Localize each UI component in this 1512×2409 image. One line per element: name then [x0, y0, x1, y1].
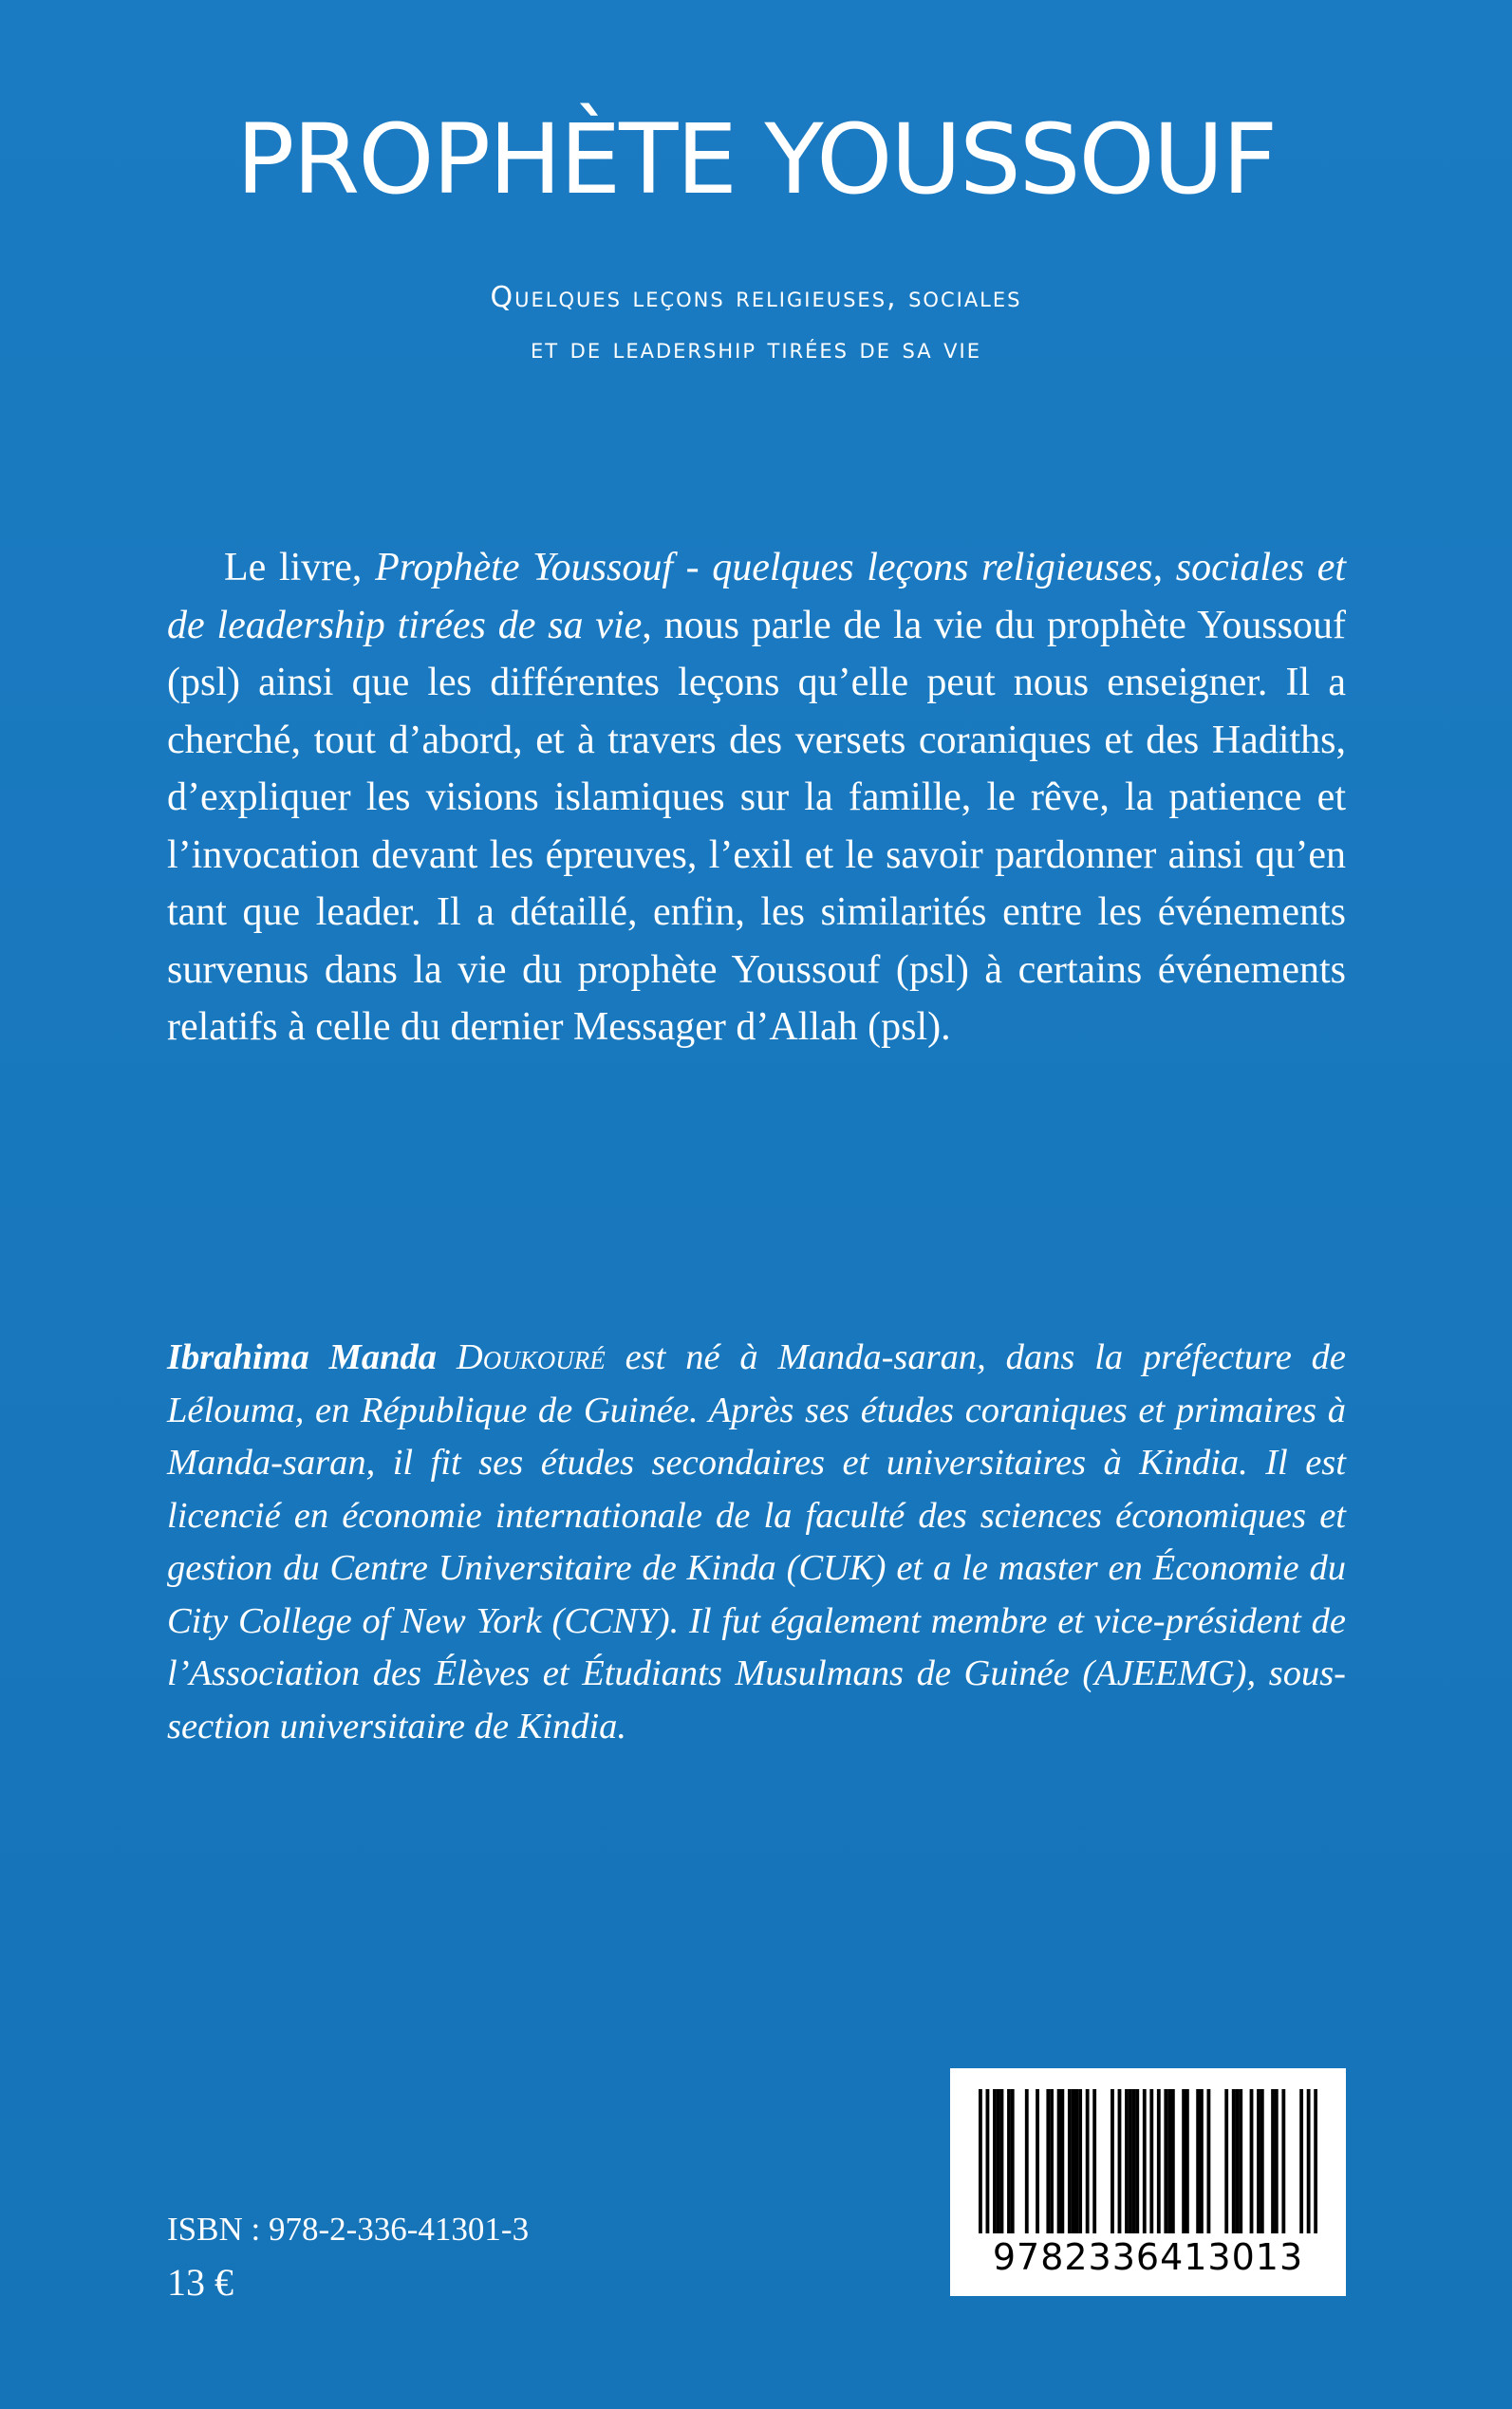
barcode-bar — [1314, 2089, 1317, 2233]
barcode-bar — [1036, 2089, 1039, 2233]
barcode-bar — [1196, 2089, 1200, 2233]
author-bio-text: est né à Manda-saran, dans la préfecture de Lélouma, en République de Guinée. Après ses études coraniques et primaires à Manda-saran, il fit ses études secondaires et universitaires à Kindia. Il est licencié en économie internationale de la faculté des sciences économiques et gestion du Centre Universitaire de Kinda (CUK) et a le master en Économie du City College of New York (CCNY). Il fut également membre et vice-président de l’Association des Élèves et Étudiants Musulmans de Guinée (AJEEMG), sous-section universitaire de Kindia. — [167, 1337, 1347, 1746]
barcode-bar — [1275, 2089, 1279, 2233]
barcode-bar — [1164, 2089, 1167, 2233]
barcode-bar — [1046, 2089, 1050, 2233]
summary-body: , nous parle de la vie du prophète Youssouf (psl) ainsi que les différentes leçons qu’elle peut nous enseigner. Il a cherché, tout d’abord, et à travers des versets coraniques et des Hadiths, d’expliquer les visions islamiques sur la famille, le rêve, la patience et l’invocation devant les épreuves, l’exil et le savoir pardonner ainsi qu’en tant que leader. Il a détaillé, enfin, les similarités entre les événements survenus dans la vie du prophète Youssouf (psl) à certains événements relatifs à celle du dernier Messager d’Allah (psl). — [167, 603, 1346, 1049]
barcode-bar — [1157, 2089, 1161, 2233]
isbn-label: ISBN : 978-2-336-41301-3 — [167, 2211, 530, 2248]
price-label: 13 € — [167, 2261, 233, 2304]
barcode-bar — [1025, 2089, 1029, 2233]
barcode-bar — [1260, 2089, 1264, 2233]
author-name — [167, 1337, 606, 1377]
barcode-bar — [1132, 2089, 1136, 2233]
summary-book-title: Prophète Youssouf - quelques leçons religieuses, sociales et de leadership tirées de sa vie — [167, 546, 1346, 647]
barcode-bar — [993, 2089, 997, 2233]
barcode-bar — [1118, 2089, 1122, 2233]
barcode-bar — [1236, 2089, 1240, 2233]
barcode-bar — [1050, 2089, 1054, 2233]
barcode-bar — [1232, 2089, 1236, 2233]
barcode-bar — [1086, 2089, 1090, 2233]
barcode-bar — [1072, 2089, 1075, 2233]
barcode-bar — [1271, 2089, 1275, 2233]
barcode-bar — [1281, 2089, 1285, 2233]
barcode-bar — [1299, 2089, 1303, 2233]
barcode-bar — [979, 2089, 982, 2233]
book-subtitle — [0, 272, 1512, 375]
barcode-bar — [1057, 2089, 1061, 2233]
barcode-bar — [1171, 2089, 1175, 2233]
book-summary — [167, 539, 1346, 1056]
author-bio — [167, 1332, 1346, 1753]
barcode-bar — [1200, 2089, 1204, 2233]
barcode-bar — [997, 2089, 1000, 2233]
barcode-bar — [1207, 2089, 1211, 2233]
barcode-bar — [1185, 2089, 1189, 2233]
barcode-bar — [1167, 2089, 1171, 2233]
barcode-bar — [1074, 2089, 1078, 2233]
barcode-bar — [1000, 2089, 1004, 2233]
subtitle-line-2: et de leadership tirées de sa vie — [531, 332, 981, 365]
barcode-bar — [1129, 2089, 1132, 2233]
subtitle-line-1: Quelques leçons religieuses, sociales — [490, 281, 1022, 314]
barcode-bar — [1143, 2089, 1147, 2233]
book-title: PROPHÈTE YOUSSOUF — [235, 103, 1277, 216]
barcode — [950, 2068, 1346, 2296]
barcode-bar — [1111, 2089, 1114, 2233]
barcode-bar — [1092, 2089, 1096, 2233]
barcode-bar — [1125, 2089, 1129, 2233]
barcode-bar — [986, 2089, 990, 2233]
author-surname: Doukouré — [456, 1337, 606, 1377]
barcode-bar — [1068, 2089, 1072, 2233]
barcode-bar — [1307, 2089, 1311, 2233]
barcode-bar — [1011, 2089, 1015, 2233]
barcode-bar — [1007, 2089, 1011, 2233]
barcode-bar — [1060, 2089, 1064, 2233]
barcode-bar — [1224, 2089, 1228, 2233]
barcode-bar — [1149, 2089, 1153, 2233]
summary-intro: Le livre, — [224, 546, 376, 589]
author-given-name: Ibrahima Manda — [167, 1337, 457, 1377]
barcode-bar — [1135, 2089, 1139, 2233]
barcode-bar — [1078, 2089, 1082, 2233]
barcode-bar — [1257, 2089, 1260, 2233]
barcode-bar — [1182, 2089, 1185, 2233]
barcode-number: 9782336413013 — [992, 2236, 1304, 2278]
barcode-bar — [1250, 2089, 1254, 2233]
barcode-bars — [979, 2089, 1317, 2233]
barcode-bar — [1239, 2089, 1242, 2233]
